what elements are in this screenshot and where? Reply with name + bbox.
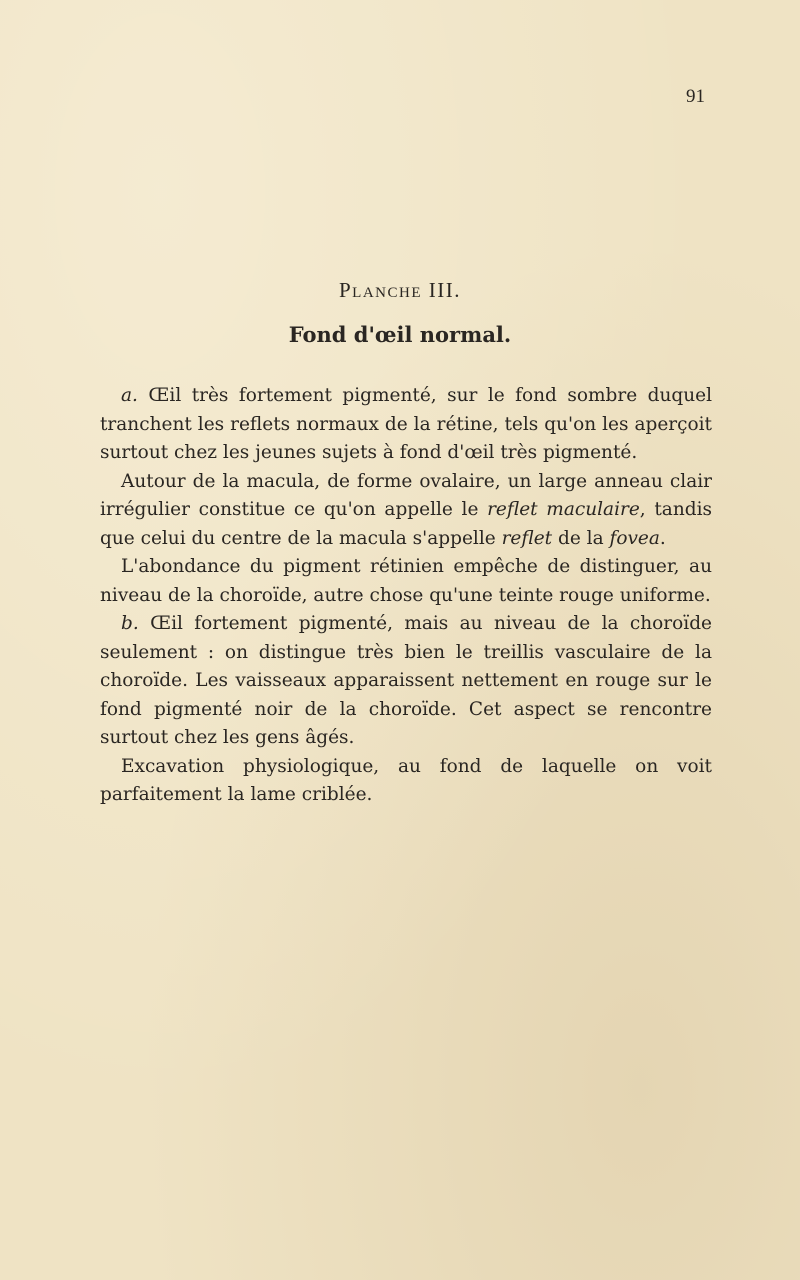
paragraph-excavation-text: Excavation physiologique, au fond de laquelle on voit parfaitement la lame criblée. xyxy=(100,755,712,805)
plate-title: Fond d'œil normal. xyxy=(288,322,512,347)
paragraph-pigment-text: L'abondance du pigment rétinien empêche de distinguer, au niveau de la choroïde, autre chose qu'une teinte rouge uniforme. xyxy=(100,556,712,606)
paragraph-pigment xyxy=(100,553,712,610)
marker-b: b. xyxy=(121,613,139,634)
term-fovea: fovea xyxy=(609,527,660,549)
paragraph-macula-before: Autour de la macula, de forme ovalaire, un large anneau clair irrégulier constitue ce qu'on appelle le xyxy=(100,470,712,520)
paragraph-b xyxy=(100,610,712,753)
paragraph-macula xyxy=(100,468,712,554)
body-text xyxy=(100,382,712,810)
marker-a: a. xyxy=(121,385,138,406)
paragraph-macula-middle2: de la xyxy=(552,527,610,549)
term-reflet: reflet xyxy=(501,527,553,549)
paragraph-b-text: Œil fortement pigmenté, mais au niveau de la choroïde seulement : on distingue très bien le treillis vasculaire de la choroïde. Les vaisseaux apparaissent nettement en rouge sur le fond pigmenté noir de la choroïde. Cet aspect se rencontre surtout chez les gens âgés. xyxy=(100,613,712,748)
page-number: 91 xyxy=(686,86,705,107)
paragraph-macula-middle: , tandis que celui du centre de la macula s'appelle xyxy=(100,499,712,549)
plate-label: Planche III. xyxy=(339,278,461,302)
term-reflet-maculaire: reflet maculaire xyxy=(487,499,640,520)
paragraph-excavation xyxy=(100,753,712,810)
paragraph-a xyxy=(100,382,712,468)
paragraph-a-text: Œil très fortement pigmenté, sur le fond sombre duquel tranchent les reflets normaux de la rétine, tels qu'on les aperçoit surtout chez les jeunes sujets à fond d'œil très pigmenté. xyxy=(100,385,712,463)
paragraph-macula-after: . xyxy=(659,527,666,549)
